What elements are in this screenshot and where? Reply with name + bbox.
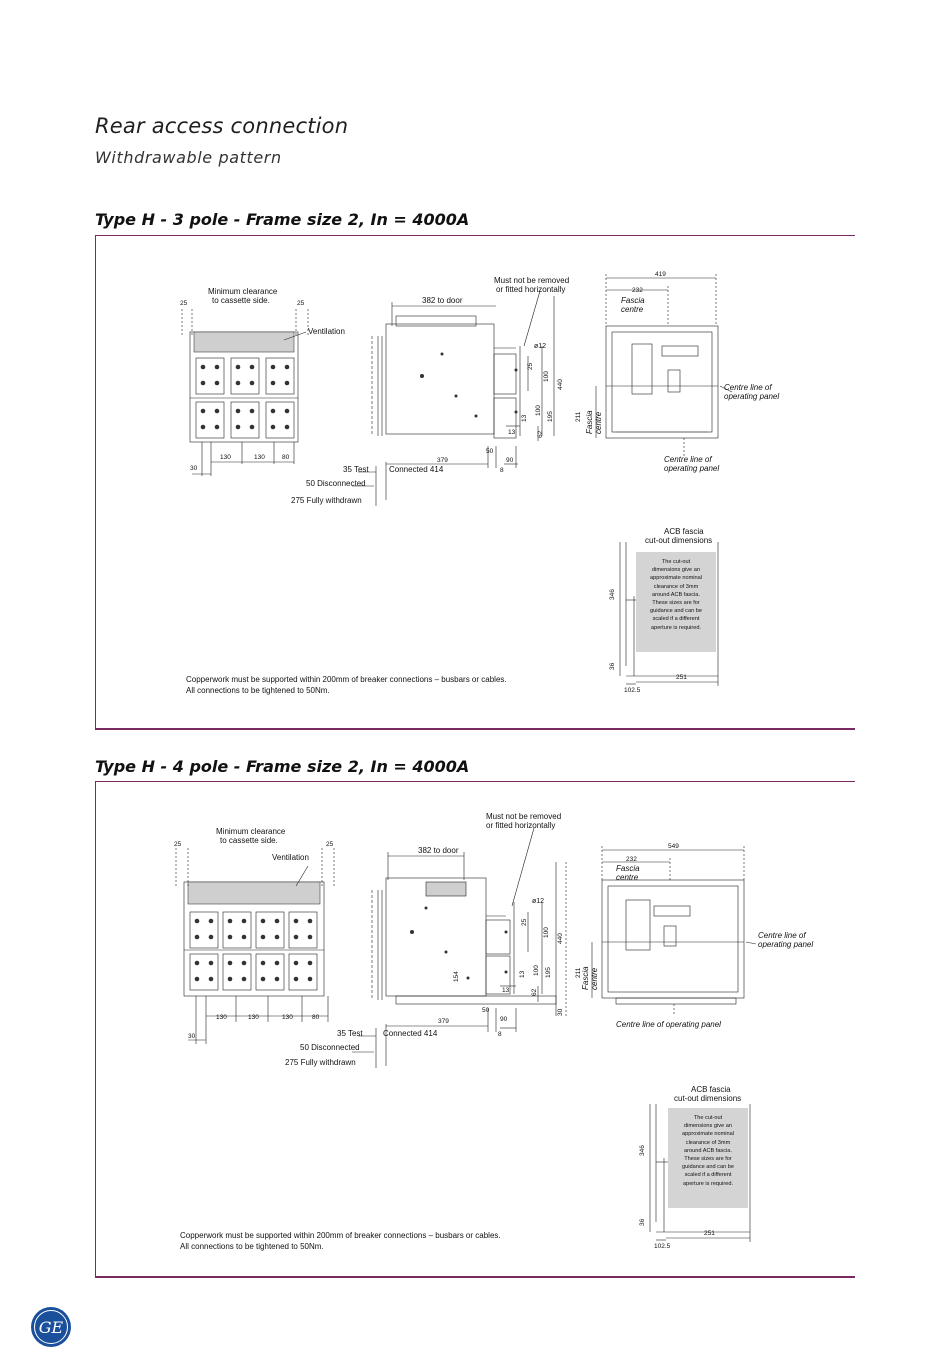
- dim-25-left: 25: [174, 841, 182, 848]
- dim-102-5: 102.5: [624, 687, 641, 694]
- dim-80: 80: [312, 1014, 320, 1021]
- fascia-line: around ACB fascia.: [652, 591, 700, 598]
- diameter-label: ø12: [534, 343, 547, 350]
- ge-logo-text: GE: [38, 1318, 64, 1337]
- fascia-vertical-2: centre: [594, 411, 603, 434]
- dim-25-vertical: 25: [527, 362, 534, 370]
- fascia-line: These sizes are for: [684, 1156, 732, 1163]
- min-clearance-label-2: to cassette side.: [220, 836, 278, 845]
- fascia-label-1: Fascia: [616, 864, 640, 873]
- fascia-line: approximate nominal: [682, 1131, 734, 1138]
- dim-232: 232: [632, 287, 643, 294]
- fascia-info-box-4-pole: [668, 1108, 748, 1208]
- connected-label: Connected 414: [389, 465, 444, 474]
- dim-211: 211: [575, 411, 582, 422]
- dim-13: 13: [502, 987, 510, 994]
- acb-label-2: cut-out dimensions: [645, 536, 713, 545]
- dim-90: 90: [500, 1016, 508, 1023]
- dim-30: 30: [188, 1033, 196, 1040]
- test-label: 35 Test: [337, 1029, 363, 1038]
- dim-100-lower: 100: [533, 965, 540, 976]
- drawing-panel-3-pole: [95, 235, 855, 730]
- fascia-vertical-1: Fascia: [585, 410, 594, 434]
- dim-251: 251: [704, 1230, 715, 1237]
- dim-62: 62: [531, 988, 538, 996]
- to-door-label: 382 to door: [418, 846, 459, 855]
- disconnected-label: 50 Disconnected: [300, 1043, 360, 1052]
- fascia-line: dimensions give an: [652, 567, 700, 574]
- section-heading-3-pole: Type H - 3 pole - Frame size 2, In = 4000A: [95, 210, 470, 229]
- to-door-label: 382 to door: [422, 296, 463, 305]
- centre-line-label-1: Centre line of: [724, 383, 772, 392]
- dim-25-right: 25: [297, 300, 305, 307]
- dim-50: 50: [486, 448, 494, 455]
- fascia-vertical-1: Fascia: [581, 966, 590, 990]
- dim-419: 419: [655, 271, 666, 278]
- fascia-line: clearance of 3mm: [685, 1139, 731, 1146]
- dim-100: 100: [543, 371, 550, 382]
- technical-drawing-3-pole: [96, 236, 856, 731]
- dim-8: 8: [500, 467, 504, 474]
- fascia-label-2: centre: [616, 873, 639, 882]
- must-not-label-1: Must not be removed: [486, 812, 562, 821]
- page-subtitle: Withdrawable pattern: [95, 148, 282, 167]
- fascia-line: around ACB fascia.: [684, 1147, 732, 1154]
- dim-36: 36: [609, 662, 616, 670]
- must-not-label-2: or fitted horizontally: [486, 821, 556, 830]
- dim-8: 8: [498, 1031, 502, 1038]
- fascia-line: scaled if a different: [652, 616, 700, 623]
- test-label: 35 Test: [343, 465, 369, 474]
- dim-25-vertical: 25: [521, 918, 528, 926]
- acb-label-2: cut-out dimensions: [674, 1094, 742, 1103]
- diameter-label: ø12: [532, 898, 545, 905]
- ventilation-label: Ventilation: [308, 327, 345, 336]
- centre-line-lower-1: Centre line of: [664, 455, 712, 464]
- dim-130-c: 130: [282, 1014, 293, 1021]
- fascia-line: The cut-out: [661, 559, 691, 565]
- fascia-line: aperture is required.: [682, 1180, 734, 1187]
- fascia-line: These sizes are for: [652, 600, 700, 607]
- must-not-label-2: or fitted horizontally: [496, 285, 566, 294]
- fascia-line: approximate nominal: [650, 575, 702, 582]
- dim-13-vertical: 13: [521, 414, 528, 422]
- fascia-vertical-2: centre: [590, 967, 599, 990]
- note-line: Copperwork must be supported within 200mm of breaker connections – busbars or cables.: [186, 675, 507, 684]
- fascia-label-2: centre: [621, 305, 644, 314]
- dim-36: 36: [639, 1218, 646, 1226]
- note-line: All connections to be tightened to 50Nm.: [180, 1242, 324, 1251]
- dim-379: 379: [437, 457, 448, 464]
- drawing-panel-4-pole: [95, 781, 855, 1278]
- dim-25-right: 25: [326, 841, 334, 848]
- dim-195: 195: [547, 411, 554, 422]
- withdrawn-label: 275 Fully withdrawn: [285, 1058, 356, 1067]
- dim-25-left: 25: [180, 300, 188, 307]
- dim-100-lower: 100: [535, 405, 542, 416]
- dim-440: 440: [557, 379, 564, 390]
- must-not-label-1: Must not be removed: [494, 276, 570, 285]
- section-heading-4-pole: Type H - 4 pole - Frame size 2, In = 4000A: [95, 757, 470, 776]
- centre-line-label-2: operating panel: [758, 940, 814, 949]
- min-clearance-label-1: Minimum clearance: [216, 827, 286, 836]
- acb-label-1: ACB fascia: [691, 1085, 731, 1094]
- min-clearance-label-2: to cassette side.: [212, 296, 270, 305]
- dim-50: 50: [482, 1007, 490, 1014]
- copperwork-note-4-pole: [180, 1230, 580, 1252]
- fascia-line: dimensions give an: [684, 1123, 732, 1130]
- dim-130-b: 130: [248, 1014, 259, 1021]
- ventilation-grille: [194, 332, 294, 352]
- dim-90: 90: [506, 457, 514, 464]
- min-clearance-label-1: Minimum clearance: [208, 287, 278, 296]
- fascia-line: aperture is required.: [650, 624, 702, 631]
- centre-line-lower-2: operating panel: [664, 464, 720, 473]
- centre-line-label-2: operating panel: [724, 392, 780, 401]
- dim-130-a: 130: [216, 1014, 227, 1021]
- fascia-label-1: Fascia: [621, 296, 645, 305]
- dim-130-a: 130: [220, 454, 231, 461]
- ventilation-grille: [188, 882, 320, 904]
- dim-346: 346: [609, 589, 616, 600]
- dim-211: 211: [575, 967, 582, 978]
- ventilation-label: Ventilation: [272, 853, 309, 862]
- dim-154: 154: [453, 971, 460, 982]
- ge-logo: [30, 1306, 72, 1348]
- dim-62: 62: [537, 430, 544, 438]
- connected-label: Connected 414: [383, 1029, 438, 1038]
- fascia-line: The cut-out: [693, 1115, 723, 1121]
- disconnected-label: 50 Disconnected: [306, 479, 366, 488]
- dim-549: 549: [668, 843, 679, 850]
- fascia-info-box-3-pole: [636, 552, 716, 652]
- dim-232: 232: [626, 856, 637, 863]
- dim-80: 80: [282, 454, 290, 461]
- acb-label-1: ACB fascia: [664, 527, 704, 536]
- dim-30-vertical: 30: [557, 1008, 564, 1016]
- dim-130-b: 130: [254, 454, 265, 461]
- fascia-line: clearance of 3mm: [653, 583, 699, 590]
- rear-view-outline: [602, 880, 744, 998]
- dim-379: 379: [438, 1018, 449, 1025]
- dim-195: 195: [545, 967, 552, 978]
- page-title: Rear access connection: [95, 114, 349, 138]
- centre-line-label-1: Centre line of: [758, 931, 806, 940]
- fascia-line: guidance and can be: [650, 608, 702, 615]
- dim-440: 440: [557, 933, 564, 944]
- note-line: All connections to be tightened to 50Nm.: [186, 686, 330, 695]
- fascia-line: scaled if a different: [684, 1172, 732, 1179]
- dim-13-vertical: 13: [519, 970, 526, 978]
- dim-100: 100: [543, 927, 550, 938]
- fascia-line: guidance and can be: [682, 1164, 734, 1171]
- side-view-outline: [386, 324, 494, 434]
- copperwork-note-3-pole: [186, 674, 586, 696]
- dim-251: 251: [676, 674, 687, 681]
- centre-line-single: Centre line of operating panel: [616, 1020, 721, 1029]
- rear-view-outline: [606, 326, 718, 438]
- dim-30: 30: [190, 465, 198, 472]
- note-line: Copperwork must be supported within 200mm of breaker connections – busbars or cables.: [180, 1231, 501, 1240]
- dim-102-5: 102.5: [654, 1243, 671, 1250]
- withdrawn-label: 275 Fully withdrawn: [291, 496, 362, 505]
- dim-346: 346: [639, 1145, 646, 1156]
- dim-13: 13: [508, 429, 516, 436]
